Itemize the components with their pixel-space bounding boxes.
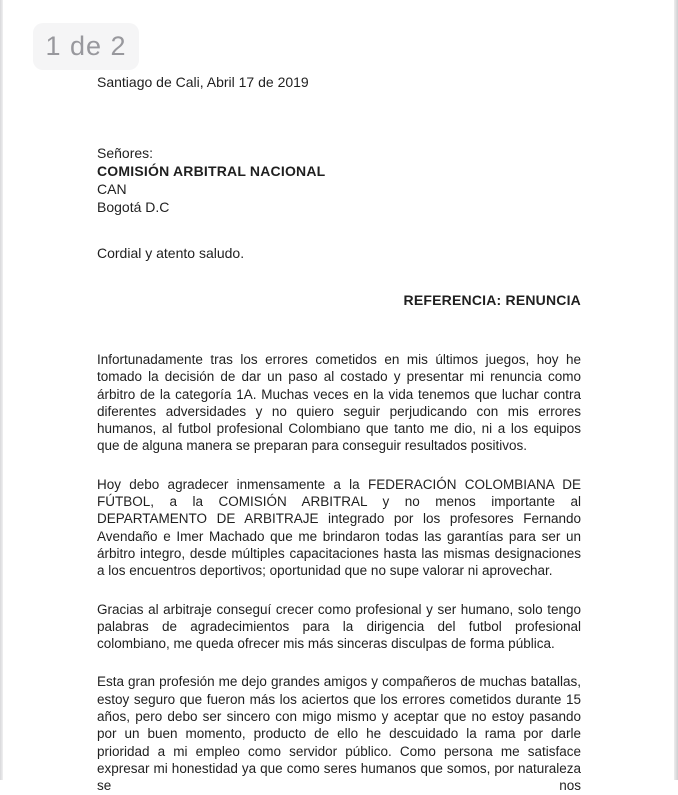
paragraph: Infortunadamente tras los errores cometidos en mis últimos juegos, hoy he tomado la decisión de dar un paso al costado y presentar mi renuncia como árbitro de la categoría 1A. Muchas veces en la vida tenemos que luchar contra diferentes adversidades y no quiero seguir perjudicando con mis errores humanos, al futbol profesional Colombiano que tanto me dio, ni a los equipos que de alguna manera se preparan para conseguir resultados positivos. [97,352,581,454]
document-page [97,0,581,795]
paragraph: Gracias al arbitraje conseguí crecer como profesional y ser humano, solo tengo palabras de agradecimientos para la dirigencia del futbol profesional colombiano, me queda ofrecer mis más sinceras disculpas de forma pública. [97,601,581,652]
recipient-city: Bogotá D.C [97,199,170,215]
paragraph: Esta gran profesión me dejo grandes amigos y compañeros de muchas batallas, estoy seguro que fueron más los aciertos que los errores cometidos durante 15 años, pero debo ser sincero con migo mismo y aceptar que no estoy pasando por un buen momento, producto de ello he descuidado la rama por darle prioridad a mi empleo como servidor público. Como persona me satisface expresar mi honestidad ya que como seres humanos que somos, por naturaleza se nos [97,674,581,794]
recipient-org-short: CAN [97,181,127,197]
recipient-salutation: Señores: [97,145,154,161]
reference-line: REFERENCIA: RENUNCIA [403,292,581,308]
letter-date: Santiago de Cali, Abril 17 de 2019 [97,74,309,90]
letter-body [97,351,581,795]
page-left-edge [0,0,3,780]
recipient-block [97,144,581,216]
page-right-edge [674,0,678,780]
paragraph: Hoy debo agradecer inmensamente a la FEDERACIÓN COLOMBIANA DE FÚTBOL, a la COMISIÓN ARBITRAL y no menos importante al DEPARTAMENTO DE ARBITRAJE integrado por los profesores Fernando Avendaño e Imer Machado que me brindaron todas las garantías para ser un árbitro integro, desde múltiples capacitaciones hasta las mismas designaciones a los encuentros deportivos; oportunidad que no supe valorar ni aprovechar. [97,476,581,579]
recipient-organization: COMISIÓN ARBITRAL NACIONAL [97,163,326,179]
greeting-line: Cordial y atento saludo. [97,245,245,261]
page-indicator-badge: 1 de 2 [33,23,139,70]
